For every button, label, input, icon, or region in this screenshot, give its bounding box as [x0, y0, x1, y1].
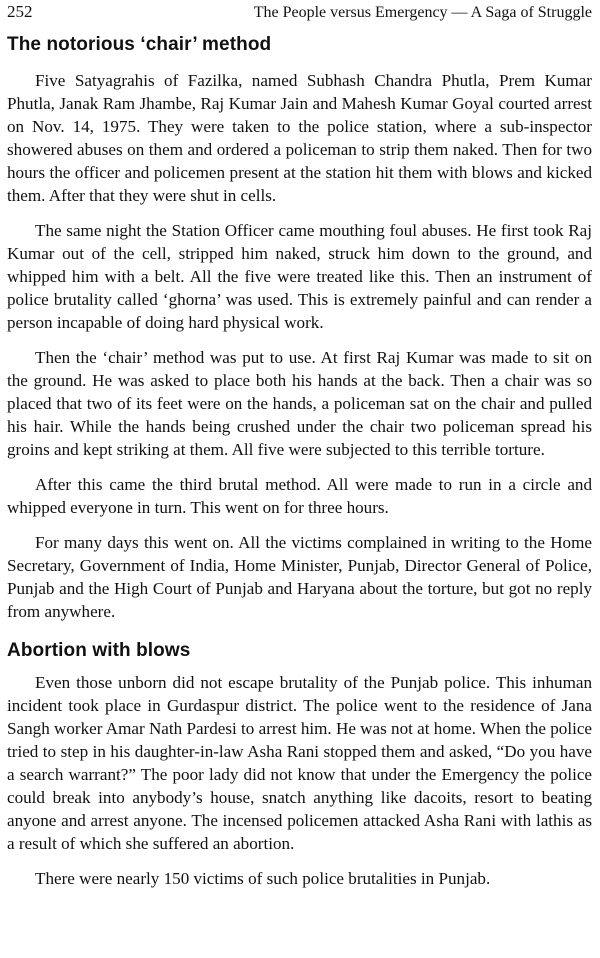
- running-title: The People versus Emergency — A Saga of Struggle: [253, 4, 592, 21]
- paragraph: The same night the Station Officer came mouthing foul abuses. He first took Raj Kumar out of the cell, stripped him naked, struck him down to the ground, and whipped him with a belt. All the five were treated like this. Then an instrument of police brutality called ‘ghorna’ was used. This is extremely painful and can render a person incapable of doing hard physical work.: [7, 221, 592, 332]
- section-abortion-with-blows: [7, 639, 592, 890]
- page-number: 252: [7, 2, 33, 21]
- section-heading: Abortion with blows: [7, 640, 191, 661]
- paragraph: There were nearly 150 victims of such police brutalities in Punjab.: [35, 869, 491, 888]
- paragraph: For many days this went on. All the victims complained in writing to the Home Secretary, Government of India, Home Minister, Punjab, Director General of Police, Punjab and the High Court of Punjab and Haryana about the torture, but got no reply from anywhere.: [7, 533, 592, 621]
- section-chair-method: [7, 33, 592, 623]
- paragraph: Then the ‘chair’ method was put to use. At first Raj Kumar was made to sit on the ground. He was asked to place both his hands at the back. Then a chair was so placed that two of its feet were on the hands, a policeman sat on the chair and pulled his hair. While the hands being crushed under the chair two policeman spread his groins and kept striking at them. All five were subjected to this terrible torture.: [7, 348, 592, 459]
- section-heading: The notorious ‘chair’ method: [7, 34, 272, 55]
- paragraph: Five Satyagrahis of Fazilka, named Subhash Chandra Phutla, Prem Kumar Phutla, Janak Ram Jhambe, Raj Kumar Jain and Mahesh Kumar Goyal courted arrest on Nov. 14, 1975. They were taken to the police station, where a sub-inspector showered abuses on them and ordered a policeman to strip them naked. Then for two hours the officer and policemen present at the station hit them with blows and kicked them. After that they were shut in cells.: [7, 71, 592, 205]
- paragraph: After this came the third brutal method. All were made to run in a circle and whipped everyone in turn. This went on for three hours.: [7, 475, 592, 517]
- running-header: [7, 0, 592, 25]
- paragraph: Even those unborn did not escape brutality of the Punjab police. This inhuman incident took place in Gurdaspur district. The police went to the residence of Jana Sangh worker Amar Nath Pardesi to arrest him. He was not at home. When the police tried to step in his daughter-in-law Asha Rani stopped them and asked, “Do you have a search warrant?” The poor lady did not know that under the Emergency the police could break into anybody’s house, snatch anything like dacoits, resort to beating anyone and arrest anyone. The incensed policemen attacked Asha Rani with lathis as a result of which she suffered an abortion.: [7, 673, 592, 853]
